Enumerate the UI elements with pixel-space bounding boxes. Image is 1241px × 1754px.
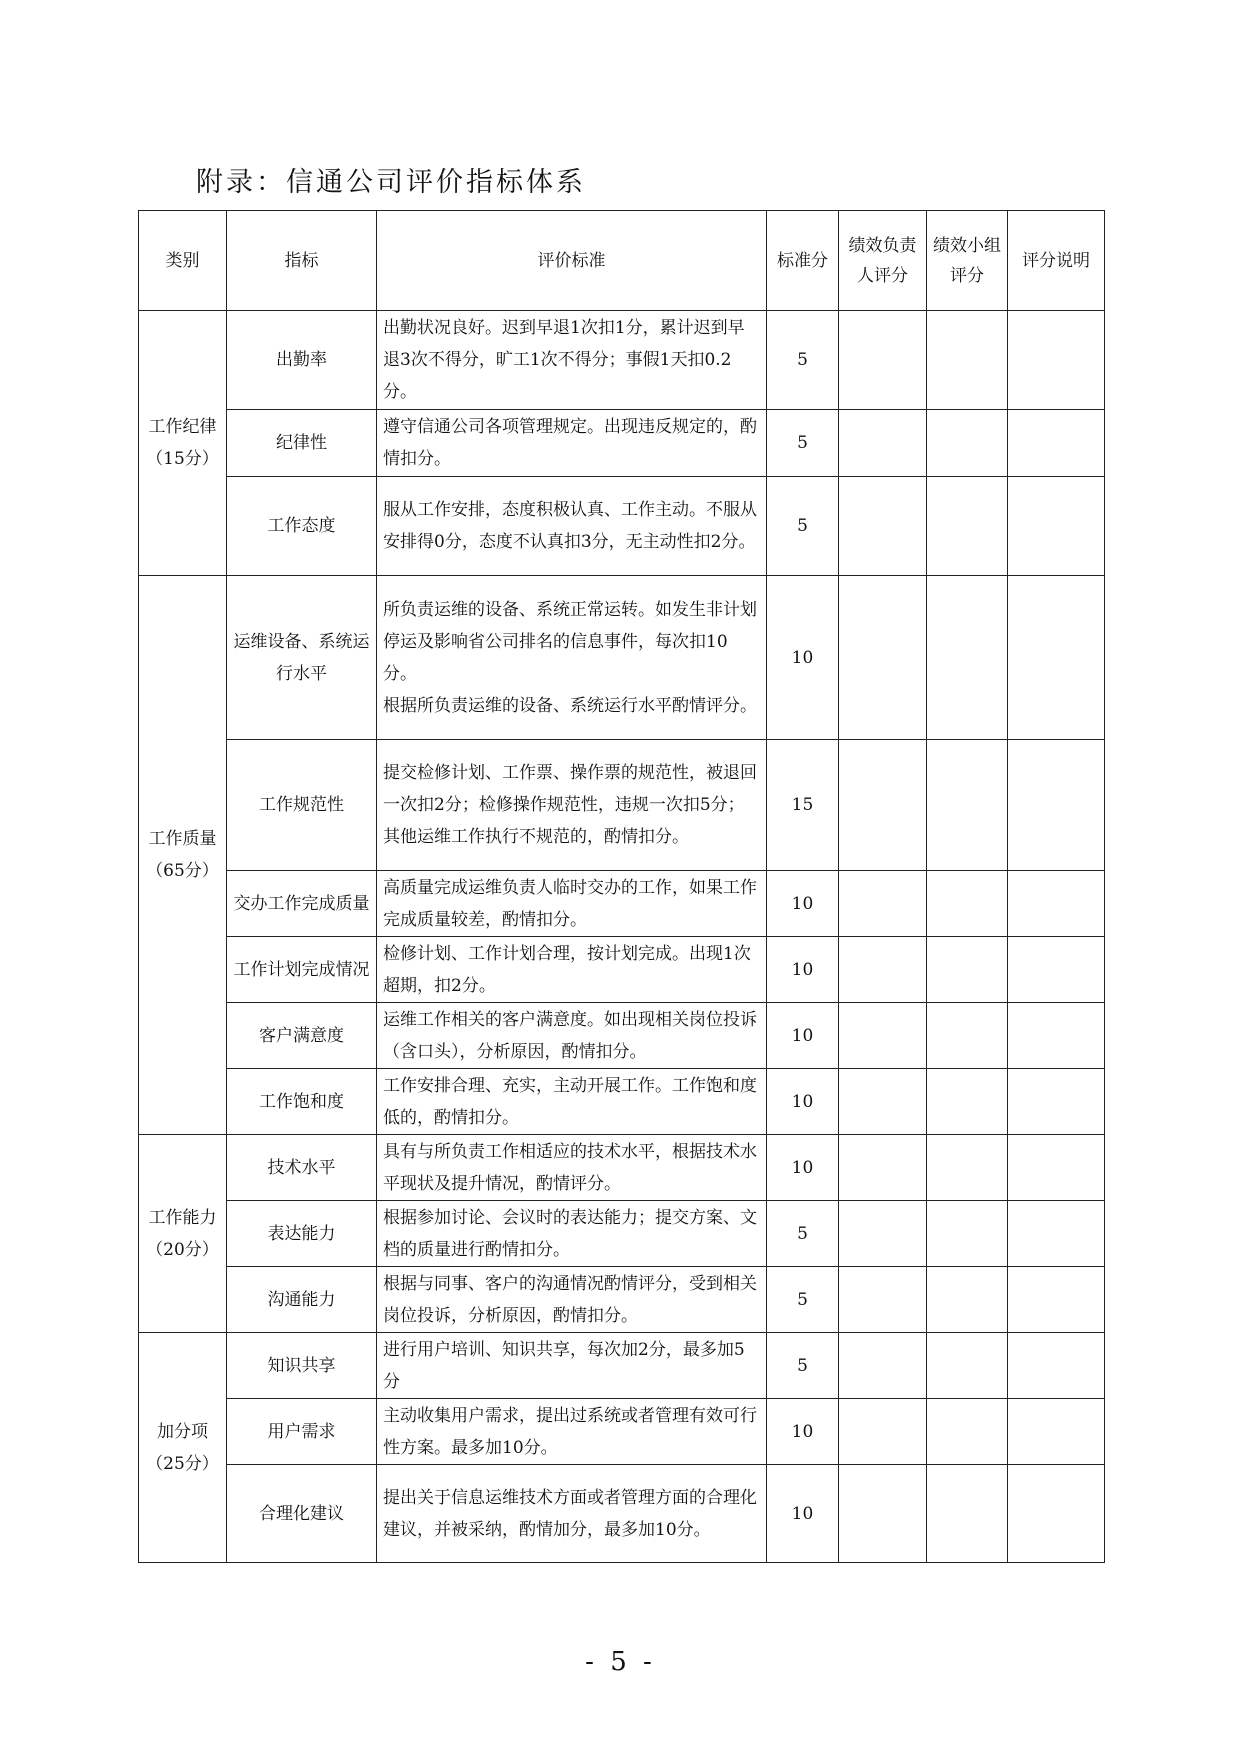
- page-number: - 5 -: [585, 1647, 656, 1677]
- indicator-cell: 沟通能力: [227, 1267, 377, 1333]
- criteria-cell: 根据与同事、客户的沟通情况酌情评分，受到相关岗位投诉，分析原因，酌情扣分。: [377, 1267, 767, 1333]
- group-score-cell[interactable]: [927, 871, 1008, 937]
- indicator-cell: 工作规范性: [227, 740, 377, 871]
- group-score-cell[interactable]: [927, 1135, 1008, 1201]
- indicator-cell: 交办工作完成质量: [227, 871, 377, 937]
- category-cell: 工作能力（20分）: [139, 1135, 227, 1333]
- criteria-cell: 检修计划、工作计划合理，按计划完成。出现1次超期，扣2分。: [377, 937, 767, 1003]
- remark-cell[interactable]: [1008, 937, 1105, 1003]
- indicator-cell: 工作计划完成情况: [227, 937, 377, 1003]
- indicator-cell: 表达能力: [227, 1201, 377, 1267]
- remark-cell[interactable]: [1008, 740, 1105, 871]
- standard-score-cell: 10: [767, 1003, 839, 1069]
- table-row: [139, 1267, 1105, 1333]
- group-score-cell[interactable]: [927, 311, 1008, 410]
- header-row: [139, 211, 1105, 311]
- header-category: 类别: [139, 211, 227, 311]
- standard-score-cell: 10: [767, 937, 839, 1003]
- criteria-cell: 工作安排合理、充实，主动开展工作。工作饱和度低的，酌情扣分。: [377, 1069, 767, 1135]
- group-score-cell[interactable]: [927, 937, 1008, 1003]
- group-score-cell[interactable]: [927, 1069, 1008, 1135]
- indicator-cell: 工作饱和度: [227, 1069, 377, 1135]
- criteria-cell: 提交检修计划、工作票、操作票的规范性，被退回一次扣2分；检修操作规范性，违规一次扣5分；其他运维工作执行不规范的，酌情扣分。: [377, 740, 767, 871]
- header-criteria: 评价标准: [377, 211, 767, 311]
- leader-score-cell[interactable]: [839, 1003, 927, 1069]
- leader-score-cell[interactable]: [839, 740, 927, 871]
- criteria-cell: 提出关于信息运维技术方面或者管理方面的合理化建议，并被采纳，酌情加分，最多加10分。: [377, 1465, 767, 1563]
- criteria-cell: 出勤状况良好。迟到早退1次扣1分，累计迟到早退3次不得分，旷工1次不得分；事假1天扣0.2分。: [377, 311, 767, 410]
- leader-score-cell[interactable]: [839, 410, 927, 477]
- standard-score-cell: 5: [767, 477, 839, 576]
- remark-cell[interactable]: [1008, 1201, 1105, 1267]
- leader-score-cell[interactable]: [839, 1069, 927, 1135]
- leader-score-cell[interactable]: [839, 1465, 927, 1563]
- indicator-cell: 工作态度: [227, 477, 377, 576]
- standard-score-cell: 10: [767, 576, 839, 740]
- table-row: [139, 871, 1105, 937]
- leader-score-cell[interactable]: [839, 871, 927, 937]
- table-row: [139, 311, 1105, 410]
- remark-cell[interactable]: [1008, 1399, 1105, 1465]
- remark-cell[interactable]: [1008, 477, 1105, 576]
- category-cell: 工作纪律（15分）: [139, 311, 227, 576]
- group-score-cell[interactable]: [927, 410, 1008, 477]
- standard-score-cell: 5: [767, 311, 839, 410]
- remark-cell[interactable]: [1008, 1003, 1105, 1069]
- remark-cell[interactable]: [1008, 1135, 1105, 1201]
- remark-cell[interactable]: [1008, 1333, 1105, 1399]
- leader-score-cell[interactable]: [839, 1267, 927, 1333]
- indicator-cell: 出勤率: [227, 311, 377, 410]
- header-remark: 评分说明: [1008, 211, 1105, 311]
- criteria-cell: 主动收集用户需求，提出过系统或者管理有效可行性方案。最多加10分。: [377, 1399, 767, 1465]
- table-row: [139, 1465, 1105, 1563]
- criteria-cell: 进行用户培训、知识共享，每次加2分，最多加5分: [377, 1333, 767, 1399]
- page-title: 附录：信通公司评价指标体系: [196, 167, 586, 198]
- table-row: [139, 576, 1105, 740]
- criteria-cell: 服从工作安排，态度积极认真、工作主动。不服从安排得0分，态度不认真扣3分，无主动性扣2分。: [377, 477, 767, 576]
- group-score-cell[interactable]: [927, 576, 1008, 740]
- criteria-cell: 遵守信通公司各项管理规定。出现违反规定的，酌情扣分。: [377, 410, 767, 477]
- header-leader-score: 绩效负责人评分: [839, 211, 927, 311]
- group-score-cell[interactable]: [927, 1267, 1008, 1333]
- standard-score-cell: 5: [767, 1333, 839, 1399]
- table-row: [139, 1003, 1105, 1069]
- remark-cell[interactable]: [1008, 871, 1105, 937]
- evaluation-table: [138, 210, 1105, 1563]
- table-row: [139, 1399, 1105, 1465]
- standard-score-cell: 10: [767, 871, 839, 937]
- table-row: [139, 1069, 1105, 1135]
- standard-score-cell: 10: [767, 1465, 839, 1563]
- leader-score-cell[interactable]: [839, 1399, 927, 1465]
- header-indicator: 指标: [227, 211, 377, 311]
- category-cell: 加分项（25分）: [139, 1333, 227, 1563]
- group-score-cell[interactable]: [927, 1399, 1008, 1465]
- table-row: [139, 1201, 1105, 1267]
- criteria-cell: 具有与所负责工作相适应的技术水平，根据技术水平现状及提升情况，酌情评分。: [377, 1135, 767, 1201]
- standard-score-cell: 10: [767, 1069, 839, 1135]
- group-score-cell[interactable]: [927, 740, 1008, 871]
- criteria-text-extra: 根据所负责运维的设备、系统运行水平酌情评分。: [383, 695, 757, 716]
- remark-cell[interactable]: [1008, 1069, 1105, 1135]
- leader-score-cell[interactable]: [839, 477, 927, 576]
- remark-cell[interactable]: [1008, 311, 1105, 410]
- indicator-cell: 运维设备、系统运行水平: [227, 576, 377, 740]
- leader-score-cell[interactable]: [839, 1333, 927, 1399]
- table-row: [139, 1135, 1105, 1201]
- leader-score-cell[interactable]: [839, 1201, 927, 1267]
- header-group-score: 绩效小组评分: [927, 211, 1008, 311]
- indicator-cell: 纪律性: [227, 410, 377, 477]
- indicator-cell: 合理化建议: [227, 1465, 377, 1563]
- table-row: [139, 740, 1105, 871]
- standard-score-cell: 5: [767, 1267, 839, 1333]
- group-score-cell[interactable]: [927, 477, 1008, 576]
- criteria-cell: 根据参加讨论、会议时的表达能力；提交方案、文档的质量进行酌情扣分。: [377, 1201, 767, 1267]
- standard-score-cell: 5: [767, 1201, 839, 1267]
- standard-score-cell: 10: [767, 1399, 839, 1465]
- table-row: [139, 1333, 1105, 1399]
- standard-score-cell: 5: [767, 410, 839, 477]
- remark-cell[interactable]: [1008, 410, 1105, 477]
- criteria-cell: [377, 576, 767, 740]
- group-score-cell[interactable]: [927, 1201, 1008, 1267]
- leader-score-cell[interactable]: [839, 576, 927, 740]
- table-row: [139, 477, 1105, 576]
- indicator-cell: 知识共享: [227, 1333, 377, 1399]
- leader-score-cell[interactable]: [839, 311, 927, 410]
- standard-score-cell: 15: [767, 740, 839, 871]
- criteria-cell: 运维工作相关的客户满意度。如出现相关岗位投诉（含口头），分析原因，酌情扣分。: [377, 1003, 767, 1069]
- category-cell: 工作质量（65分）: [139, 576, 227, 1135]
- remark-cell[interactable]: [1008, 576, 1105, 740]
- group-score-cell[interactable]: [927, 1003, 1008, 1069]
- group-score-cell[interactable]: [927, 1333, 1008, 1399]
- table-row: [139, 410, 1105, 477]
- remark-cell[interactable]: [1008, 1465, 1105, 1563]
- group-score-cell[interactable]: [927, 1465, 1008, 1563]
- standard-score-cell: 10: [767, 1135, 839, 1201]
- leader-score-cell[interactable]: [839, 1135, 927, 1201]
- indicator-cell: 技术水平: [227, 1135, 377, 1201]
- remark-cell[interactable]: [1008, 1267, 1105, 1333]
- header-standard-score: 标准分: [767, 211, 839, 311]
- indicator-cell: 客户满意度: [227, 1003, 377, 1069]
- leader-score-cell[interactable]: [839, 937, 927, 1003]
- criteria-text: 所负责运维的设备、系统正常运转。如发生非计划停运及影响省公司排名的信息事件，每次扣10分。: [383, 599, 757, 684]
- criteria-cell: 高质量完成运维负责人临时交办的工作，如果工作完成质量较差，酌情扣分。: [377, 871, 767, 937]
- indicator-cell: 用户需求: [227, 1399, 377, 1465]
- table-row: [139, 937, 1105, 1003]
